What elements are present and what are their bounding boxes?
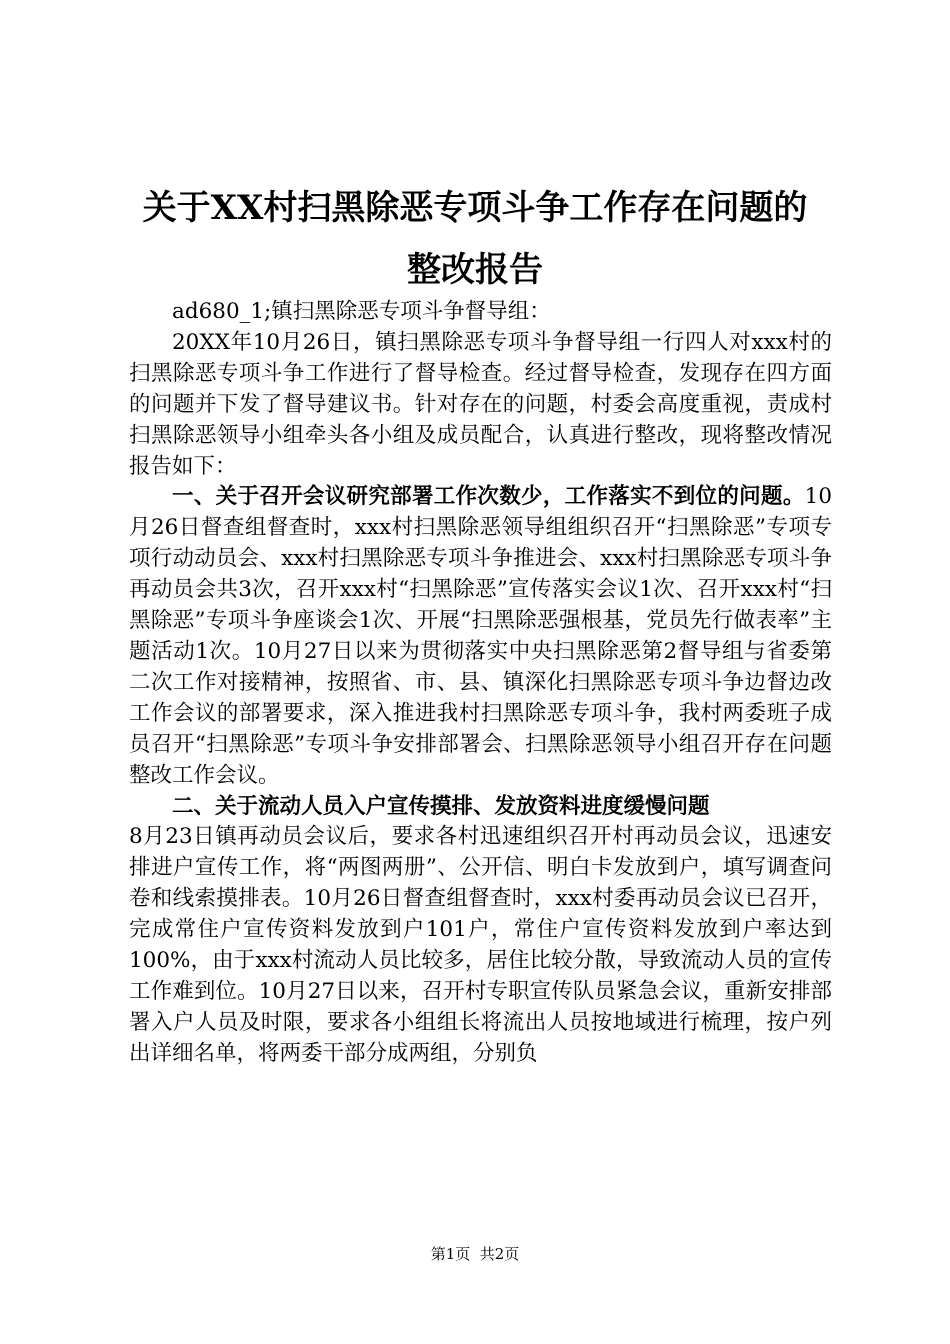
page-footer: 第1页 共2页 [430, 1245, 520, 1263]
document-body [129, 297, 832, 1070]
section-1-body: 10月26日督查组督查时，xxx村扫黑除恶领导组组织召开“扫黑除恶”专项专项行动动员会、xxx村扫黑除恶专项斗争推进会、xxx村扫黑除恶专项斗争再动员会共3次，召开xxx村“扫黑除恶”宣传落实会议1次、召开xxx村“扫黑除恶”专项斗争座谈会1次、开展“扫黑除恶强根基，党员先行做表率”主题活动1次。10月27日以来为贯彻落实中央扫黑除恶第2督导组与省委第二次工作对接精神，按照省、市、县、镇深化扫黑除恶专项斗争边督边改工作会议的部署要求，深入推进我村扫黑除恶专项斗争，我村两委班子成员召开“扫黑除恶”专项斗争安排部署会、扫黑除恶领导小组召开存在问题整改工作会议。 [129, 484, 832, 788]
document-title-line-2: 整改报告 [407, 250, 543, 290]
salutation: ad680_1;镇扫黑除恶专项斗争督导组： [172, 299, 551, 324]
document-title-line-1: 关于XX村扫黑除恶专项斗争工作存在问题的 [142, 188, 808, 228]
section-1-paragraph [129, 482, 832, 791]
section-2-heading: 二、关于流动人员入户宣传摸排、发放资料进度缓慢问题 [172, 793, 710, 819]
intro-paragraph: 20XX年10月26日，镇扫黑除恶专项斗争督导组一行四人对xxx村的扫黑除恶专项斗争工作进行了督导检查。经过督导检查，发现存在四方面的问题并下发了督导建议书。针对存在的问题，村委会高度重视，责成村扫黑除恶领导小组牵头各小组及成员配合，认真进行整改，现将整改情况报告如下： [129, 329, 832, 479]
section-2-body: 8月23日镇再动员会议后，要求各村迅速组织召开村再动员会议，迅速安排进户宣传工作，将“两图两册”、公开信、明白卡发放到户，填写调查问卷和线索摸排表。10月26日督查组督查时，xxx村委再动员会议已召开，完成常住户宣传资料发放到户101户，常住户宣传资料发放到户率达到100%，由于xxx村流动人员比较多，居住比较分散，导致流动人员的宣传工作难到位。10月27日以来，召开村专职宣传队员紧急会议，重新安排部署入户人员及时限，要求各小组组长将流出人员按地域进行梳理，按户列出详细名单，将两委干部分成两组，分别负 [129, 824, 832, 1066]
section-1-heading: 一、关于召开会议研究部署工作次数少，工作落实不到位的问题。 [172, 484, 805, 510]
